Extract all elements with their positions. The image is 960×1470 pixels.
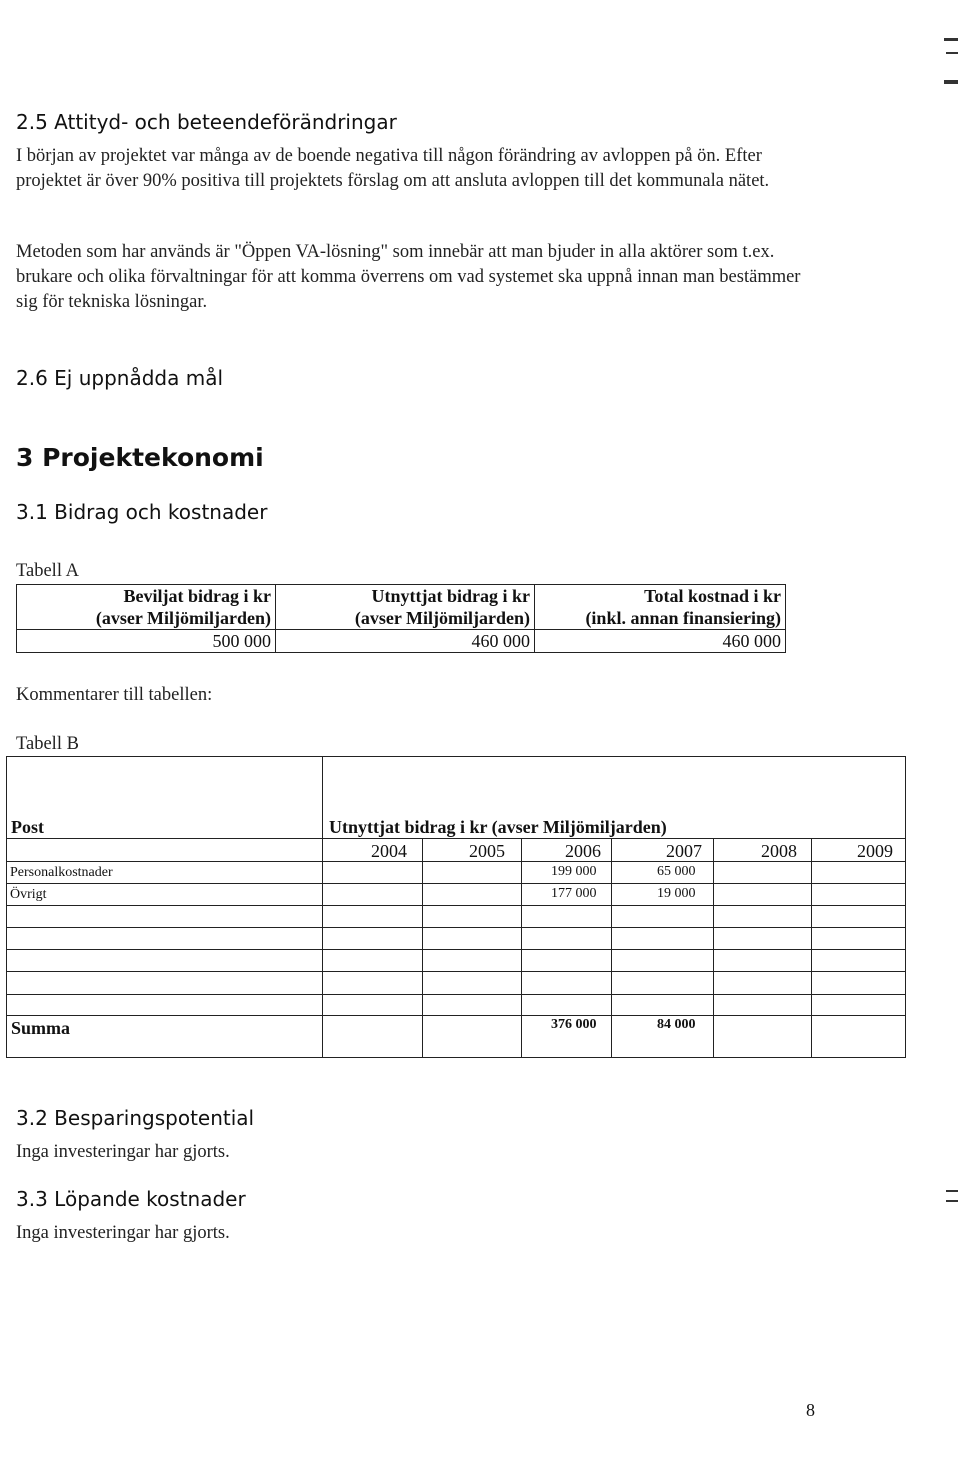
table-a-label: Tabell A (16, 561, 79, 581)
table-b-year-2006: 2006 (565, 841, 601, 861)
savings-text: Inga investeringar har gjorts. (16, 1142, 230, 1162)
table-b-year-2007: 2007 (666, 841, 702, 861)
table-b-cell-2007: 19 000 (657, 886, 696, 901)
table-b-year-2005: 2005 (469, 841, 505, 861)
table-a-value-used: 460 000 (276, 630, 535, 653)
paragraph-method: Metoden som har används är "Öppen VA-lösning" som innebär att man bjuder in alla aktörer som t.ex. brukare och olika förvaltningar för att komma överrens om vad systemet ska uppnå innan man bestämmer sig för tekniska lösningar. (16, 242, 801, 312)
table-b-divider (611, 839, 612, 1057)
table-b-rule (7, 905, 905, 906)
table-a-header-used: Utnyttjat bidrag i kr (276, 585, 535, 608)
scan-artifact (946, 1200, 958, 1202)
table-b-label: Tabell B (16, 734, 79, 754)
heading-2-6: 2.6 Ej uppnådda mål (16, 366, 224, 390)
table-a-value-total: 460 000 (535, 630, 786, 653)
scan-artifact (946, 1190, 958, 1192)
scan-artifact (944, 80, 958, 84)
table-a-header-total: Total kostnad i kr (535, 585, 786, 608)
scan-artifact (944, 38, 958, 41)
comments-label: Kommentarer till tabellen: (16, 685, 213, 705)
table-b-cell-2007: 65 000 (657, 864, 696, 879)
heading-3-2: 3.2 Besparingspotential (16, 1106, 255, 1130)
table-b-row-name: Personalkostnader (10, 865, 113, 880)
table-b-rule (7, 949, 905, 950)
table-b-rule (7, 994, 905, 995)
table-b-divider (521, 839, 522, 1057)
table-a-header-total-sub: (inkl. annan finansiering) (535, 607, 786, 630)
table-a-header-granted-sub: (avser Miljömiljarden) (17, 607, 276, 630)
table-a-header-granted: Beviljat bidrag i kr (17, 585, 276, 608)
table-b-year-2004: 2004 (371, 841, 407, 861)
running-costs-text: Inga investeringar har gjorts. (16, 1223, 230, 1243)
heading-2-5: 2.5 Attityd- och beteendeförändringar (16, 110, 397, 134)
table-b-sum-label: Summa (11, 1018, 71, 1038)
paragraph-attitude: I början av projektet var många av de boende negativa till någon förändring av avloppen på ön. Efter projektet är över 90% positiva till projektets förslag om att ansluta avloppen till det kommunala nätet. (16, 146, 770, 191)
table-b-divider (322, 757, 323, 1057)
heading-3-1: 3.1 Bidrag och kostnader (16, 500, 268, 524)
table-b-divider (713, 839, 714, 1057)
table-b-year-2008: 2008 (761, 841, 797, 861)
table-b-sum-2006: 376 000 (551, 1017, 597, 1032)
table-b-rule (7, 883, 905, 884)
table-b-rule (7, 838, 905, 839)
table-a-header-used-sub: (avser Miljömiljarden) (276, 607, 535, 630)
scan-artifact (946, 52, 958, 54)
table-b-divider (811, 839, 812, 1057)
table-b-cell-2006: 199 000 (551, 864, 597, 879)
table-b-divider (422, 839, 423, 1057)
heading-3-3: 3.3 Löpande kostnader (16, 1187, 246, 1211)
page-number: 8 (806, 1400, 815, 1420)
table-b (6, 756, 906, 1058)
table-b-header-group: Utnyttjat bidrag i kr (avser Miljömiljarden) (329, 817, 667, 837)
table-b-rule (7, 1015, 905, 1016)
table-a (16, 584, 786, 653)
table-b-cell-2006: 177 000 (551, 886, 597, 901)
table-b-rule (7, 971, 905, 972)
table-a-value-granted: 500 000 (17, 630, 276, 653)
table-b-sum-2007: 84 000 (657, 1017, 696, 1032)
table-b-row-name: Övrigt (10, 887, 47, 902)
table-b-year-2009: 2009 (857, 841, 893, 861)
table-b-rule (7, 927, 905, 928)
heading-3: 3 Projektekonomi (16, 443, 264, 472)
table-b-header-post: Post (11, 817, 44, 837)
